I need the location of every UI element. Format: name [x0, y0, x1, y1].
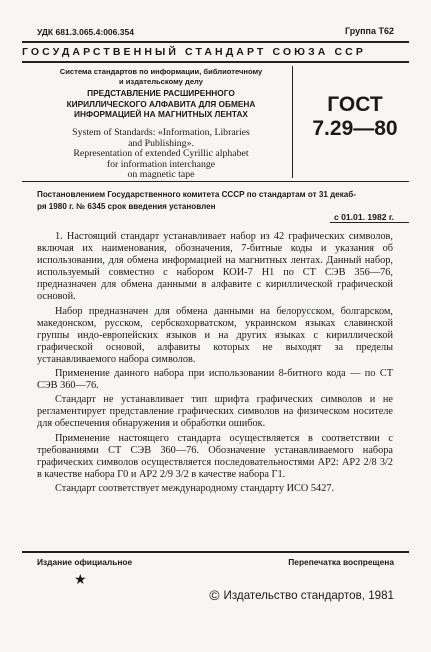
- paragraph: Стандарт соответствует международному стандарту ИСО 5427.: [55, 482, 335, 494]
- gost-number: 7.29—80: [312, 117, 398, 140]
- standards-system-line: [37, 67, 285, 86]
- paragraph: Применение данного набора при использовании 8-битного кода — по СТ СЭВ 360—76.: [37, 368, 393, 392]
- effective-date: с 01.01. 1982 г.: [333, 212, 394, 222]
- title-divider: [292, 66, 293, 178]
- copyright-text: Издательство стандартов, 1981: [223, 589, 394, 602]
- paragraph: Стандарт не устанавливает тип шрифта графических символов и не регламентирует представление графических символов на физическом носителе для обеспечения обнаружения и обработки ошибок.: [37, 394, 393, 430]
- gost-designation: [296, 93, 414, 141]
- title-russian: [37, 88, 285, 120]
- title-ru-line-2: КИРИЛЛИЧЕСКОГО АЛФАВИТА ДЛЯ ОБМЕНА: [66, 98, 256, 109]
- title-bottom-rule: [22, 181, 409, 182]
- title-ru-line-3: ИНФОРМАЦИЕЙ НА МАГНИТНЫХ ЛЕНТАХ: [74, 109, 248, 119]
- udk-code: УДК 681.3.065.4:006.354: [37, 27, 134, 37]
- title-en-line-2: and Publishing».: [128, 137, 194, 149]
- standard-body: [37, 231, 393, 497]
- footer-rule: [22, 551, 409, 553]
- system-line-1: Система стандартов по информации, библиотечному: [59, 67, 263, 76]
- title-en-line-1: System of Standards: «Information, Libraries: [72, 127, 250, 138]
- banner-bottom-rule: [22, 61, 409, 63]
- title-en-line-5: on magnetic tape: [127, 169, 195, 181]
- title-english: [37, 128, 285, 181]
- top-rule: [22, 41, 409, 43]
- decree-line-1: Постановлением Государственного комитета СССР по стандартам от 31 декаб-: [37, 190, 356, 199]
- group-code: Группа Т62: [344, 26, 394, 36]
- gost-label: ГОСТ: [327, 93, 383, 116]
- copyright-icon: ©: [209, 587, 220, 603]
- title-en-line-4: for information interchange: [106, 158, 216, 170]
- date-underline: [330, 222, 409, 223]
- reprint-prohibited-label: Перепечатка воспрещена: [288, 557, 394, 567]
- title-ru-line-1: ПРЕДСТАВЛЕНИЕ РАСШИРЕННОГО: [87, 88, 235, 98]
- paragraph: Набор предназначен для обмена данными на белорусском, болгарском, македонском, русском, сербскохорватском, украинском языках славянской группы индо-европейских языков и на других языках с кириллической графической основой, алфавиты которых не выходят за пределы устанавливаемого набора символов.: [37, 305, 393, 365]
- decree-line-2: ря 1980 г. № 6345 срок введения установлен: [37, 202, 216, 212]
- star-icon: ★: [74, 573, 87, 588]
- system-line-2: и издательскому делу: [118, 76, 203, 86]
- official-edition-label: Издание официальное: [37, 557, 133, 567]
- copyright-notice: [209, 586, 394, 602]
- paragraph: Применение настоящего стандарта осуществляется в соответствии с требованиями СТ СЭВ 360—76. Обозначение устанавливаемого набора графических символов осуществляется последовательностями АР2: АР2 2/8 3/2 в качестве набора Г0 и АР2 2/9 3/2 в качестве набора Г1.: [37, 432, 393, 480]
- state-standard-banner: ГОСУДАРСТВЕННЫЙ СТАНДАРТ СОЮЗА ССР: [22, 46, 366, 58]
- title-en-line-3: Representation of extended Cyrillic alphabet: [73, 148, 249, 160]
- decree-text: [37, 189, 397, 214]
- paragraph: 1. Настоящий стандарт устанавливает набор из 42 графических символов, включая их наименования, обозначения, 7-битные коды и указания об использовании, для обмена информацией на магнитных лентах. Данный набор, используемый совместно с набором КОИ-7 Н1 по СТ СЭВ 356—76, предназначен для обмена данными в алфавите с кириллической графической основой.: [37, 231, 393, 303]
